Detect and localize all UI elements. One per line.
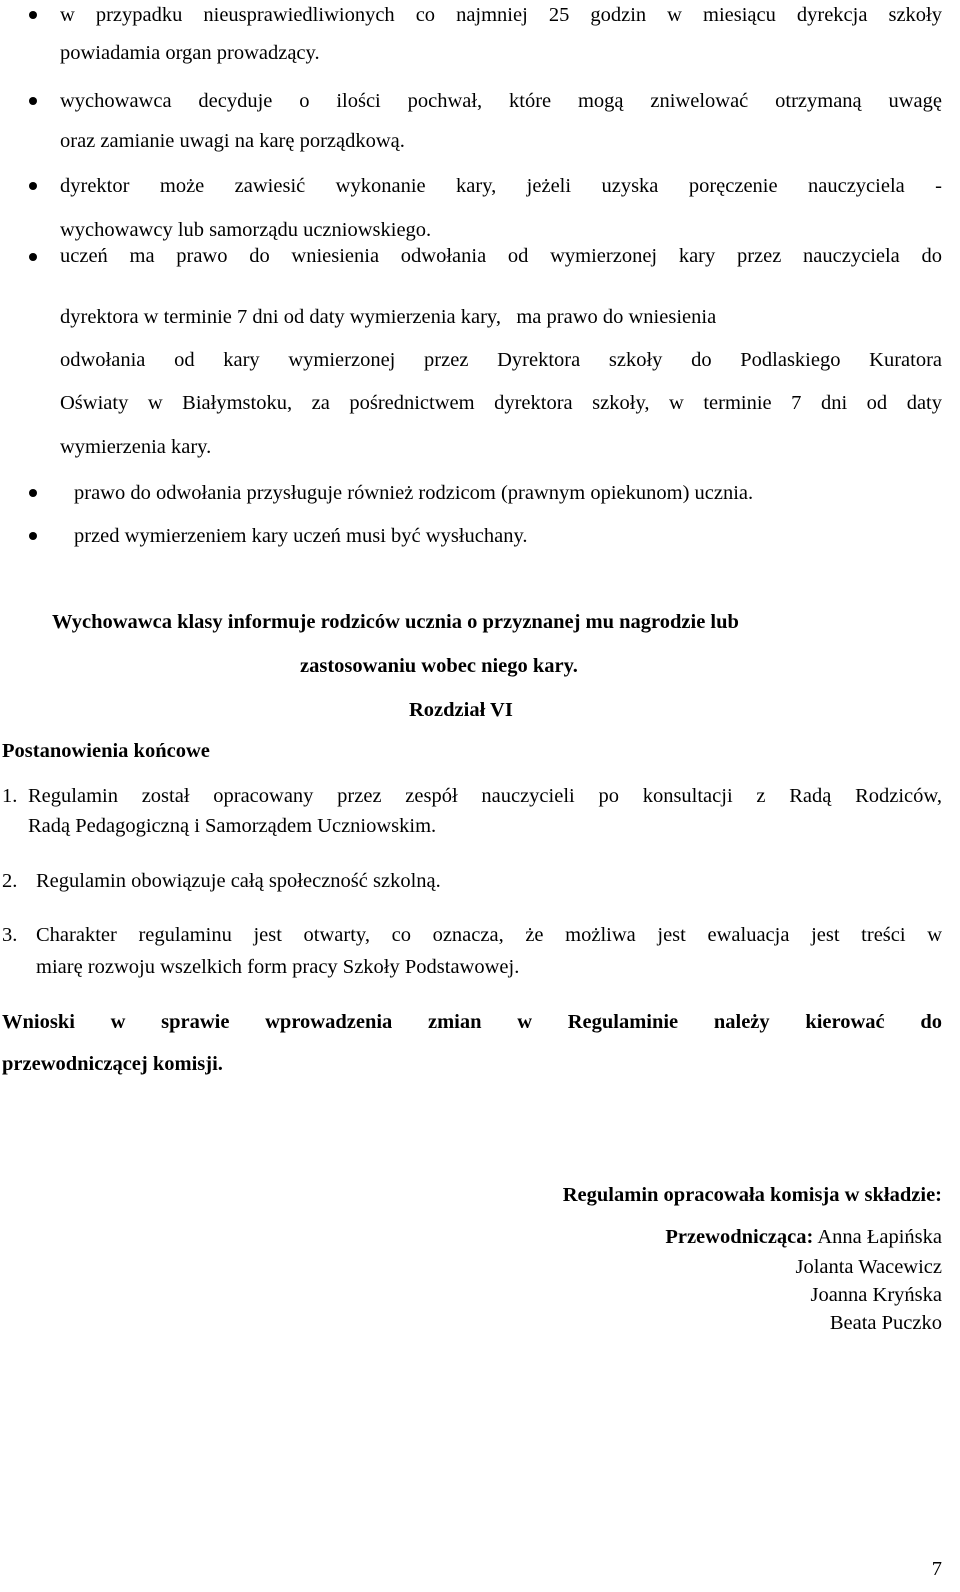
chapter-title: Rozdział VI [409, 699, 513, 721]
bullet-text-line: dyrektor może zawiesić wykonanie kary, jeżeli uzyska poręczenie nauczyciela - [60, 175, 942, 197]
bullet-dot [29, 11, 37, 19]
chair-name: Anna Łapińska [817, 1226, 942, 1248]
bullet-dot [29, 97, 37, 105]
numbered-item-number: 2. [2, 870, 18, 892]
committee-member: Joanna Kryńska [810, 1284, 942, 1306]
chair-label: Przewodnicząca: [665, 1226, 814, 1248]
bullet-text-line: uczeń ma prawo do wniesienia odwołania od wymierzonej kary przez nauczyciela do [60, 245, 942, 267]
bullet-text-line: wymierzenia kary. [60, 436, 212, 458]
committee-member: Beata Puczko [829, 1312, 942, 1334]
bullet-dot [29, 532, 37, 540]
page-number: 7 [931, 1558, 942, 1580]
bullet-text-line: przed wymierzeniem kary uczeń musi być wysłuchany. [74, 525, 528, 547]
bullet-dot [29, 182, 37, 190]
bullet-text-line: dyrektora w terminie 7 dni od daty wymierzenia kary, ma prawo do wniesienia [60, 306, 717, 328]
numbered-item-line: Charakter regulaminu jest otwarty, co oznacza, że możliwa jest ewaluacja jest treści w [36, 924, 942, 946]
bullet-text-line: w przypadku nieusprawiedliwionych co najmniej 25 godzin w miesiącu dyrekcja szkoły [60, 4, 942, 26]
numbered-item-number: 1. [2, 785, 18, 807]
bullet-text-line: wychowawca decyduje o ilości pochwał, które mogą zniwelować otrzymaną uwagę [60, 90, 942, 112]
numbered-item-line: miarę rozwoju wszelkich form pracy Szkoły Podstawowej. [36, 956, 520, 978]
bullet-text-line: powiadamia organ prowadzący. [60, 42, 320, 64]
numbered-item-line: Radą Pedagogiczną i Samorządem Uczniowskim. [28, 815, 437, 837]
bullet-text-line: prawo do odwołania przysługuje również rodzicom (prawnym opiekunom) ucznia. [74, 482, 754, 504]
committee-member: Jolanta Wacewicz [795, 1256, 942, 1278]
numbered-item-line: Regulamin obowiązuje całą społeczność szkolną. [36, 870, 441, 892]
numbered-item-line: Regulamin został opracowany przez zespół nauczycieli po konsultacji z Radą Rodziców, [28, 785, 942, 807]
committee-heading: Regulamin opracowała komisja w składzie: [562, 1184, 942, 1206]
numbered-item-number: 3. [2, 924, 18, 946]
bullet-dot [29, 253, 37, 261]
bullet-text-line: wychowawcy lub samorządu uczniowskiego. [60, 219, 432, 241]
committee-chair [440, 1224, 942, 1250]
section-title: Postanowienia końcowe [2, 740, 210, 762]
info-heading-line: Wychowawca klasy informuje rodziców ucznia o przyznanej mu nagrodzie lub [52, 611, 739, 633]
proposals-line: przewodniczącej komisji. [2, 1053, 223, 1075]
bullet-text-line: oraz zamianie uwagi na karę porządkową. [60, 130, 405, 152]
bullet-text-line: odwołania od kary wymierzonej przez Dyrektora szkoły do Podlaskiego Kuratora [60, 349, 942, 371]
bullet-text-line: Oświaty w Białymstoku, za pośrednictwem dyrektora szkoły, w terminie 7 dni od daty [60, 392, 942, 414]
proposals-line: Wnioski w sprawie wprowadzenia zmian w Regulaminie należy kierować do [2, 1011, 942, 1033]
bullet-dot [29, 489, 37, 497]
info-heading-line: zastosowaniu wobec niego kary. [300, 655, 578, 677]
